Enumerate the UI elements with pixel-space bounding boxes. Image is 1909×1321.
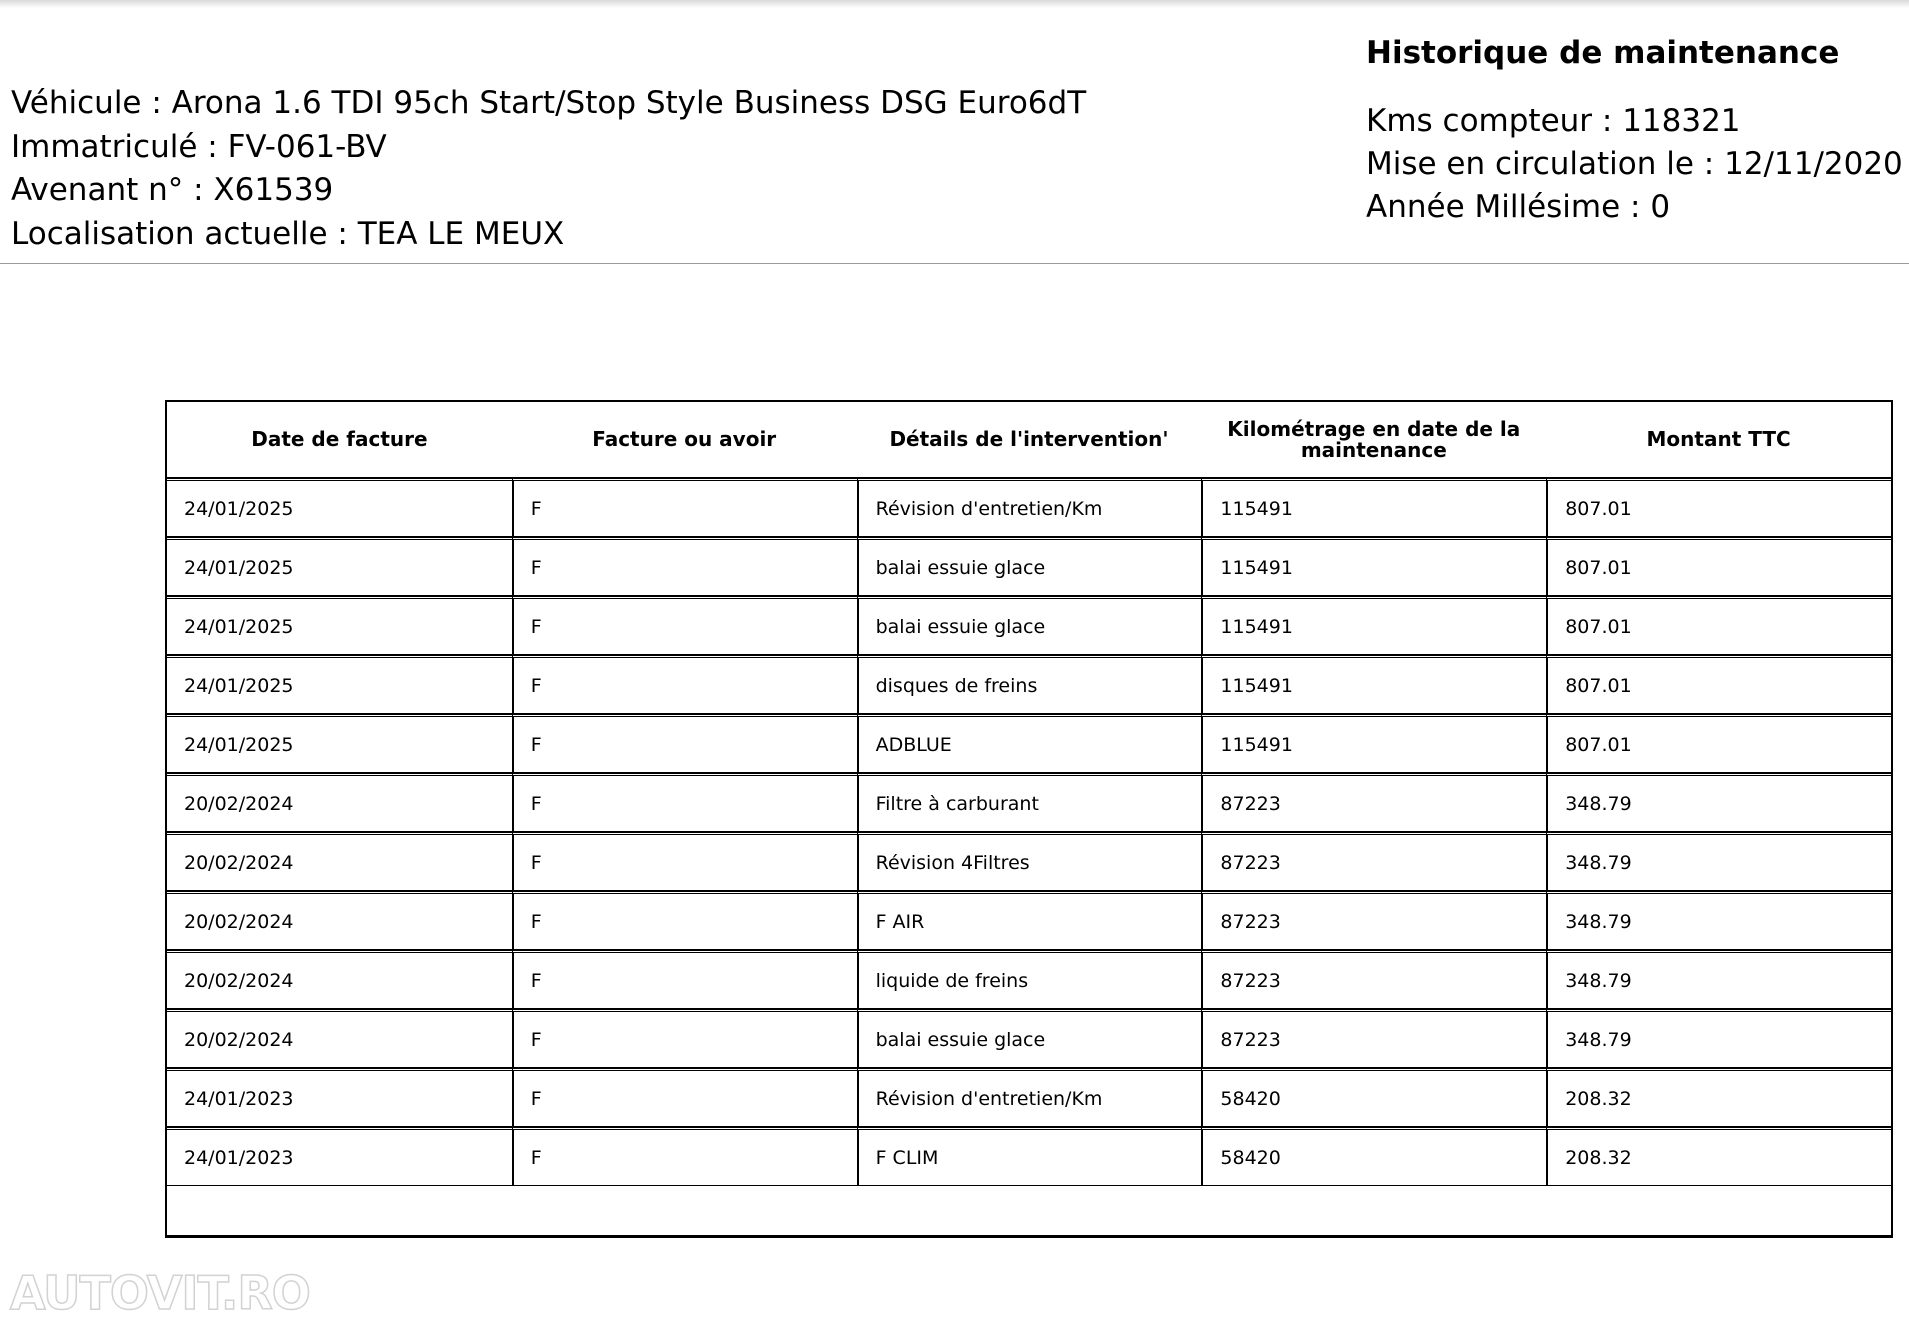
cell-invoice-date: 20/02/2024: [167, 891, 512, 950]
cell-invoice-type: F: [512, 1009, 857, 1068]
cell-invoice-type: F: [512, 537, 857, 596]
cell-mileage: 115491: [1201, 596, 1546, 655]
table-row: [167, 655, 1891, 714]
maintenance-table-frame: [165, 400, 1893, 1238]
model-year: Année Millésime : 0: [1366, 189, 1671, 225]
cell-amount: 807.01: [1546, 478, 1891, 537]
cell-amount: 348.79: [1546, 950, 1891, 1009]
cell-intervention-details: F CLIM: [857, 1127, 1202, 1186]
table-row: [167, 537, 1891, 596]
first-registration-date: Mise en circulation le : 12/11/2020: [1366, 146, 1903, 182]
cell-mileage: 58420: [1201, 1127, 1546, 1186]
vehicle-amendment: Avenant n° : X61539: [11, 172, 334, 208]
cell-mileage: 115491: [1201, 537, 1546, 596]
table-row: [167, 1127, 1891, 1186]
cell-mileage: 87223: [1201, 950, 1546, 1009]
table-row: [167, 478, 1891, 537]
cell-invoice-type: F: [512, 655, 857, 714]
cell-intervention-details: liquide de freins: [857, 950, 1202, 1009]
column-header-intervention-details: Détails de l'intervention': [857, 402, 1202, 478]
cell-mileage: 87223: [1201, 773, 1546, 832]
column-header-amount: Montant TTC: [1546, 402, 1891, 478]
cell-intervention-details: balai essuie glace: [857, 537, 1202, 596]
vehicle-info: [11, 82, 1086, 256]
cell-amount: 807.01: [1546, 714, 1891, 773]
table-header-row: [167, 402, 1891, 478]
cell-amount: 807.01: [1546, 655, 1891, 714]
cell-invoice-type: F: [512, 714, 857, 773]
column-header-invoice-date: Date de facture: [167, 402, 512, 478]
cell-invoice-type: F: [512, 1068, 857, 1127]
cell-amount: 348.79: [1546, 832, 1891, 891]
watermark-logo: AUTOVIT.RO: [10, 1266, 310, 1320]
cell-invoice-date: 24/01/2023: [167, 1127, 512, 1186]
cell-mileage: 115491: [1201, 478, 1546, 537]
cell-amount: 208.32: [1546, 1068, 1891, 1127]
cell-invoice-date: 20/02/2024: [167, 773, 512, 832]
cell-mileage: 58420: [1201, 1068, 1546, 1127]
cell-mileage: 87223: [1201, 832, 1546, 891]
cell-intervention-details: disques de freins: [857, 655, 1202, 714]
cell-intervention-details: Filtre à carburant: [857, 773, 1202, 832]
cell-intervention-details: balai essuie glace: [857, 596, 1202, 655]
cell-amount: 348.79: [1546, 891, 1891, 950]
cell-amount: 348.79: [1546, 773, 1891, 832]
cell-invoice-type: F: [512, 478, 857, 537]
cell-mileage: 87223: [1201, 1009, 1546, 1068]
cell-invoice-type: F: [512, 773, 857, 832]
column-header-mileage: Kilométrage en date de la maintenance: [1201, 402, 1546, 478]
cell-amount: 807.01: [1546, 596, 1891, 655]
cell-mileage: 115491: [1201, 655, 1546, 714]
table-row: [167, 891, 1891, 950]
table-row: [167, 832, 1891, 891]
cell-amount: 208.32: [1546, 1127, 1891, 1186]
cell-intervention-details: balai essuie glace: [857, 1009, 1202, 1068]
cell-intervention-details: ADBLUE: [857, 714, 1202, 773]
cell-invoice-date: 24/01/2023: [167, 1068, 512, 1127]
table-row: [167, 596, 1891, 655]
cell-invoice-date: 24/01/2025: [167, 478, 512, 537]
page-title: Historique de maintenance: [1366, 35, 1840, 71]
top-edge-shadow: [0, 0, 1909, 8]
maintenance-table: [167, 402, 1891, 1186]
cell-mileage: 115491: [1201, 714, 1546, 773]
cell-amount: 348.79: [1546, 1009, 1891, 1068]
table-row: [167, 1009, 1891, 1068]
cell-invoice-type: F: [512, 832, 857, 891]
table-row: [167, 773, 1891, 832]
cell-invoice-date: 24/01/2025: [167, 655, 512, 714]
cell-invoice-type: F: [512, 596, 857, 655]
table-body: [167, 478, 1891, 1186]
cell-intervention-details: Révision d'entretien/Km: [857, 478, 1202, 537]
table-row: [167, 950, 1891, 1009]
cell-amount: 807.01: [1546, 537, 1891, 596]
cell-invoice-date: 24/01/2025: [167, 596, 512, 655]
cell-invoice-date: 20/02/2024: [167, 1009, 512, 1068]
odometer-reading: Kms compteur : 118321: [1366, 103, 1741, 139]
table-row: [167, 714, 1891, 773]
cell-intervention-details: Révision 4Filtres: [857, 832, 1202, 891]
cell-invoice-type: F: [512, 950, 857, 1009]
column-header-invoice-type: Facture ou avoir: [512, 402, 857, 478]
table-row: [167, 1068, 1891, 1127]
cell-invoice-date: 20/02/2024: [167, 832, 512, 891]
cell-invoice-type: F: [512, 1127, 857, 1186]
cell-intervention-details: Révision d'entretien/Km: [857, 1068, 1202, 1127]
cell-invoice-type: F: [512, 891, 857, 950]
cell-invoice-date: 24/01/2025: [167, 714, 512, 773]
header-divider: [0, 263, 1909, 264]
vehicle-registration: Immatriculé : FV-061-BV: [11, 128, 387, 165]
cell-mileage: 87223: [1201, 891, 1546, 950]
vehicle-model: Véhicule : Arona 1.6 TDI 95ch Start/Stop Style Business DSG Euro6dT: [11, 85, 1087, 121]
table-header: [167, 402, 1891, 478]
cell-invoice-date: 24/01/2025: [167, 537, 512, 596]
cell-intervention-details: F AIR: [857, 891, 1202, 950]
vehicle-location: Localisation actuelle : TEA LE MEUX: [11, 215, 565, 252]
cell-invoice-date: 20/02/2024: [167, 950, 512, 1009]
maintenance-summary: [1366, 28, 1903, 229]
